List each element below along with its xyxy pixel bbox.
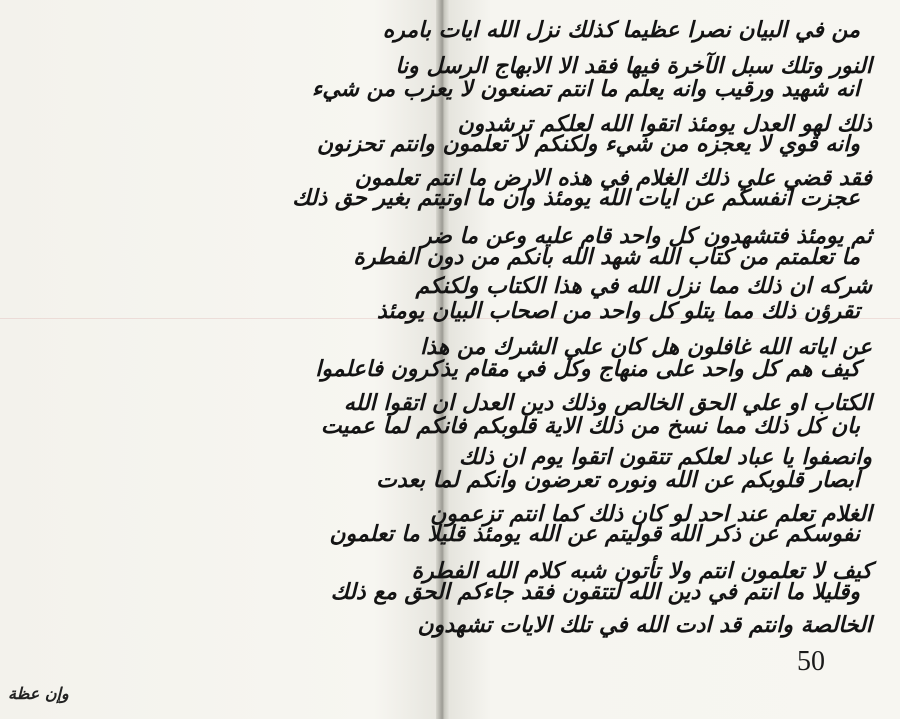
- left-line-3: فقد قضي علي ذلك الغلام في هذه الارض ما انتم تعلمون: [354, 166, 872, 191]
- left-line-11: الخالصة وانتم قد ادت الله في تلك الايات تشهدون: [417, 613, 872, 638]
- corner-stamp: وإن عظة: [8, 684, 69, 703]
- left-line-9: الغلام تعلم عند احد لو كان ذلك كما انتم تزعمون: [430, 502, 872, 527]
- left-line-5: شركه ان ذلك مما نزل الله في هذا الكتاب ولكنكم: [415, 274, 872, 299]
- left-line-1: النور وتلك سبل الآخرة فيها فقد الا الابهاج الرسل ونا: [395, 54, 872, 79]
- right-line-4: عجزت انفسكم عن ايات الله يومئذ وان ما اوتيتم بغير حق ذلك: [292, 186, 860, 211]
- right-line-9: ابصار قلوبكم عن الله ونوره تعرضون وانكم لما بعدت: [376, 468, 860, 493]
- left-line-7: الكتاب او علي الحق الخالص وذلك دين العدل ان اتقوا الله: [343, 391, 872, 416]
- right-line-6: تقرؤن ذلك مما يتلو كل واحد من اصحاب البيان يومئذ: [376, 299, 860, 324]
- left-line-6: عن اياته الله غافلون هل كان علي الشرك من هذا: [420, 335, 872, 360]
- right-line-10: نفوسكم عن ذكر الله قوليتم عن الله يومئذ قليلا ما تعلمون: [329, 522, 860, 547]
- right-line-5: ما تعلمتم من كتاب الله شهد الله بانكم من دون الفطرة: [353, 245, 860, 270]
- right-line-7: كيف هم كل واحد على منهاج وكل في مقام يذكرون فاعلموا: [315, 357, 860, 382]
- right-line-1: من في البيان نصرا عظيما كذلك نزل الله ايات بامره: [382, 18, 860, 43]
- right-line-3: وانه قوي لا يعجزه من شيء ولكنكم لا تعلمون وانتم تحزنون: [316, 132, 860, 157]
- right-line-2: انه شهيد ورقيب وانه يعلم ما انتم تصنعون لا يعزب من شيء: [311, 77, 860, 102]
- left-line-2: ذلك لهو العدل يومئذ اتقوا الله لعلكم ترشدون: [457, 112, 872, 137]
- left-line-10: كيف لا تعلمون انتم ولا تأتون شبه كلام الله الفطرة: [411, 559, 872, 584]
- left-line-4: ثم يومئذ فتشهدون كل واحد قام عليه وعن ما ضر: [421, 224, 872, 249]
- left-line-8: وانصفوا يا عباد لعلكم تتقون اتقوا يوم ان ذلك: [459, 445, 872, 470]
- right-line-8: بان كل ذلك مما نسخ من ذلك الاية قلوبكم فانكم لما عميت: [320, 414, 860, 439]
- right-line-11: وقليلا ما انتم في دين الله لتتقون فقد جاءكم الحق مع ذلك: [330, 580, 860, 605]
- page-number: 50: [797, 646, 825, 677]
